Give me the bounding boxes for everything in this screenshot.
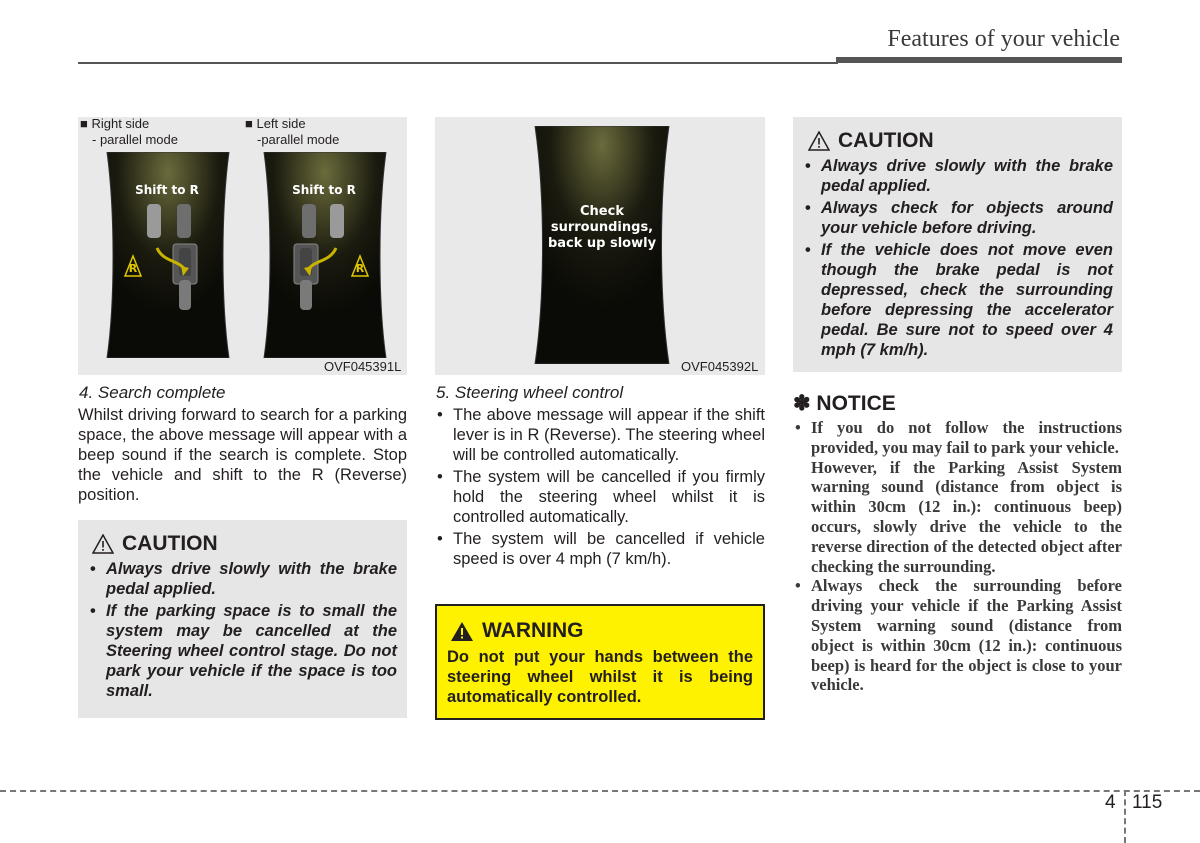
chapter-number: 4 [1105,792,1116,813]
list-item: • The system will be cancelled if vehicle speed is over 4 mph (7 km/h). [435,529,765,569]
display-check-surroundings [531,126,673,364]
warning-heading [450,619,584,643]
caption-left-side-mode: -parallel mode [257,132,340,147]
header-rule-accent [836,57,1122,63]
caption-right-side-title: ■ Right side [80,116,150,131]
page-header-title: Features of your vehicle [887,26,1120,52]
list-item [793,576,1122,695]
section-title-steering-control: 5. Steering wheel control [436,383,624,402]
notice-item-continuation: However, if the Parking Assist System warning sound (distance from object is within 30cm (12 in.): continuous beep) occurs, slowly drive the vehicle to the reverse direction of the detected object after checking the surrounding. [811,457,1122,576]
section-title-search-complete: 4. Search complete [79,383,226,402]
caution-triangle-icon [808,131,830,151]
section-body-search-complete: Whilst driving forward to search for a parking space, the above message will appear with a beep sound if the search is complete. Stop the vehicle and shift to the R (Reverse) position. [78,406,407,504]
gear-r-indicator-left: R [355,262,365,275]
display-left-side-parallel [254,152,396,358]
caption-left-side-title: ■ Left side [245,116,306,131]
notice-heading: ✽ NOTICE [793,392,896,415]
warning-body: Do not put your hands between the steering wheel whilst it is being automatically controlled. [447,648,753,706]
list-item: • The above message will appear if the shift lever is in R (Reverse). The steering wheel will be controlled automatically. [435,405,765,465]
list-item: • Always check for objects around your vehicle before driving. [803,198,1113,238]
footer-rule [0,790,1200,792]
screen-label-right: Shift to R [135,183,199,197]
notice-list [793,418,1122,695]
screen-label-left: Shift to R [292,183,356,197]
page-number: 115 [1132,792,1163,813]
figure-code-2: OVF045392L [681,359,759,374]
notice-item-text: Always check the surrounding before driving your vehicle if the Parking Assist System warning sound (distance from object is within 30cm (12 in.): continuous beep) is heard for the object is close to your vehicle. [811,576,1122,695]
caption-right-side-mode: - parallel mode [92,132,178,147]
screen-line-2: surroundings, [550,220,654,235]
caution-heading-right [808,129,934,153]
caption-right-side [80,116,178,148]
screen-line-1: Check [580,204,624,219]
caution-list-left [88,559,397,703]
caution-heading-left [92,532,218,556]
section-list-steering-control [435,405,765,571]
list-item: • If the parking space is to small the system may be cancelled at the Steering wheel control stage. Do not park your vehicle if the space is too small. [88,601,397,701]
gear-r-indicator-right: R [128,262,138,275]
caution-triangle-icon [92,534,114,554]
header-rule [78,62,838,64]
caption-left-side [245,116,339,148]
caution-title-right: CAUTION [838,129,934,152]
notice-item-text: If you do not follow the instructions provided, you may fail to park your vehicle. [811,418,1122,457]
list-item: • Always drive slowly with the brake pedal applied. [88,559,397,599]
figure-code-1: OVF045391L [324,359,402,374]
screen-line-3: back up slowly [547,236,657,251]
warning-title: WARNING [482,619,584,642]
footer-divider [1124,790,1126,843]
list-item: • Always drive slowly with the brake pedal applied. [803,156,1113,196]
list-item [793,418,1122,576]
display-right-side-parallel [97,152,239,358]
caution-title-left: CAUTION [122,532,218,555]
list-item: • The system will be cancelled if you firmly hold the steering wheel whilst it is controlled automatically. [435,467,765,527]
caution-list-right [803,156,1113,362]
warning-triangle-icon [450,621,474,642]
list-item: • If the vehicle does not move even though the brake pedal is not depressed, check the surrounding before depressing the accelerator pedal. Be sure not to speed over 4 mph (7 km/h). [803,240,1113,360]
